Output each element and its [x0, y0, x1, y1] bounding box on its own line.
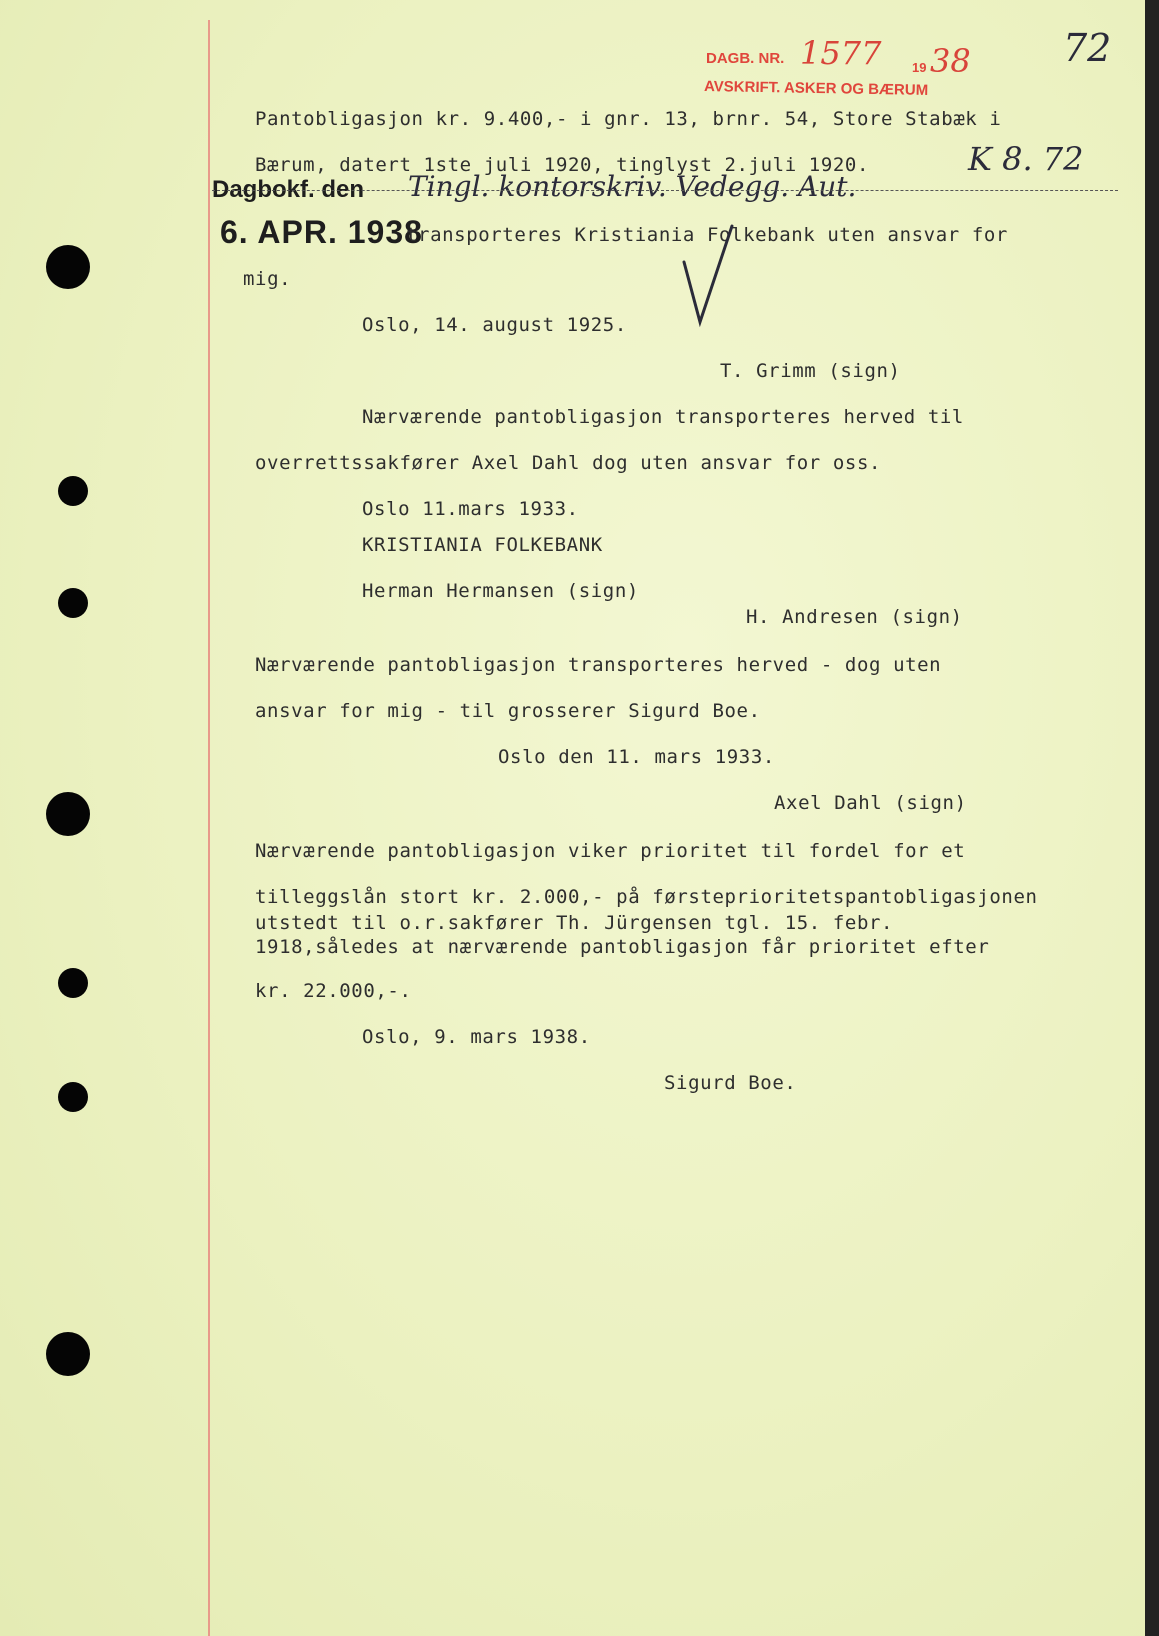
text-line: kr. 22.000,-. [255, 980, 412, 1002]
signature-line: Herman Hermansen (sign) [362, 580, 639, 602]
text-line: Oslo, 9. mars 1938. [362, 1026, 591, 1048]
text-line: Nærværende pantobligasjon transporteres herved til [362, 406, 964, 428]
text-line: 1918,således at nærværende pantobligasjon får prioritet efter [255, 936, 990, 958]
dagbokfort-date: 6. APR. 1938 [220, 214, 423, 250]
signature-line: H. Andresen (sign) [746, 606, 963, 628]
punch-hole [58, 588, 88, 618]
signature-line: Sigurd Boe. [664, 1072, 797, 1094]
text-line: Pantobligasjon kr. 9.400,- i gnr. 13, brnr. 54, Store Stabæk i [255, 108, 1002, 130]
dagb-label: DAGB. NR. [706, 50, 785, 67]
text-line: Nærværende pantobligasjon viker prioritet til fordel for et [255, 840, 966, 862]
text-line: overrettssakfører Axel Dahl dog uten ansvar for oss. [255, 452, 882, 474]
text-line: Oslo, 14. august 1925. [362, 314, 627, 336]
dashed-rule [212, 190, 1118, 191]
handwritten-note: Tingl. kontorskriv. Vedegg. Aut. [408, 170, 857, 203]
year-prefix: 19 [912, 60, 927, 75]
dagb-number: 1577 [800, 34, 882, 72]
avskrift-stamp: AVSKRIFT. ASKER OG BÆRUM [703, 78, 929, 99]
check-mark-icon [680, 222, 740, 332]
bank-name: KRISTIANIA FOLKEBANK [362, 534, 603, 556]
punch-hole [46, 792, 90, 836]
year-suffix: 38 [930, 42, 971, 80]
scan-edge [1145, 0, 1159, 1636]
signature-line: T. Grimm (sign) [720, 360, 901, 382]
dagbokfort-label: Dagbokf. den [212, 176, 365, 203]
text-line: Oslo den 11. mars 1933. [498, 746, 775, 768]
margin-line [208, 20, 210, 1636]
text-line: Nærværende pantobligasjon transporteres herved - dog uten [255, 654, 942, 676]
punch-hole [46, 1332, 90, 1376]
signature-line: Axel Dahl (sign) [774, 792, 967, 814]
punch-hole [46, 245, 90, 289]
punch-hole [58, 968, 88, 998]
handwritten-ref: K 8. 72 [968, 140, 1084, 178]
text-line: mig. [243, 268, 292, 290]
text-line: tilleggslån stort kr. 2.000,- på førsteprioritetspantobligasjonen [255, 886, 1038, 908]
text-line: transporteres Kristiania Folkebank uten ansvar for [406, 224, 1008, 246]
punch-hole [58, 476, 88, 506]
text-line: utstedt til o.r.sakfører Th. Jürgensen tgl. 15. febr. [255, 912, 894, 934]
text-line: ansvar for mig - til grosserer Sigurd Boe. [255, 700, 761, 722]
text-line: Bærum, datert 1ste juli 1920, tinglyst 2.juli 1920. [255, 154, 869, 176]
text-line: Oslo 11.mars 1933. [362, 498, 579, 520]
punch-hole [58, 1082, 88, 1112]
page-number: 72 [1063, 26, 1112, 70]
